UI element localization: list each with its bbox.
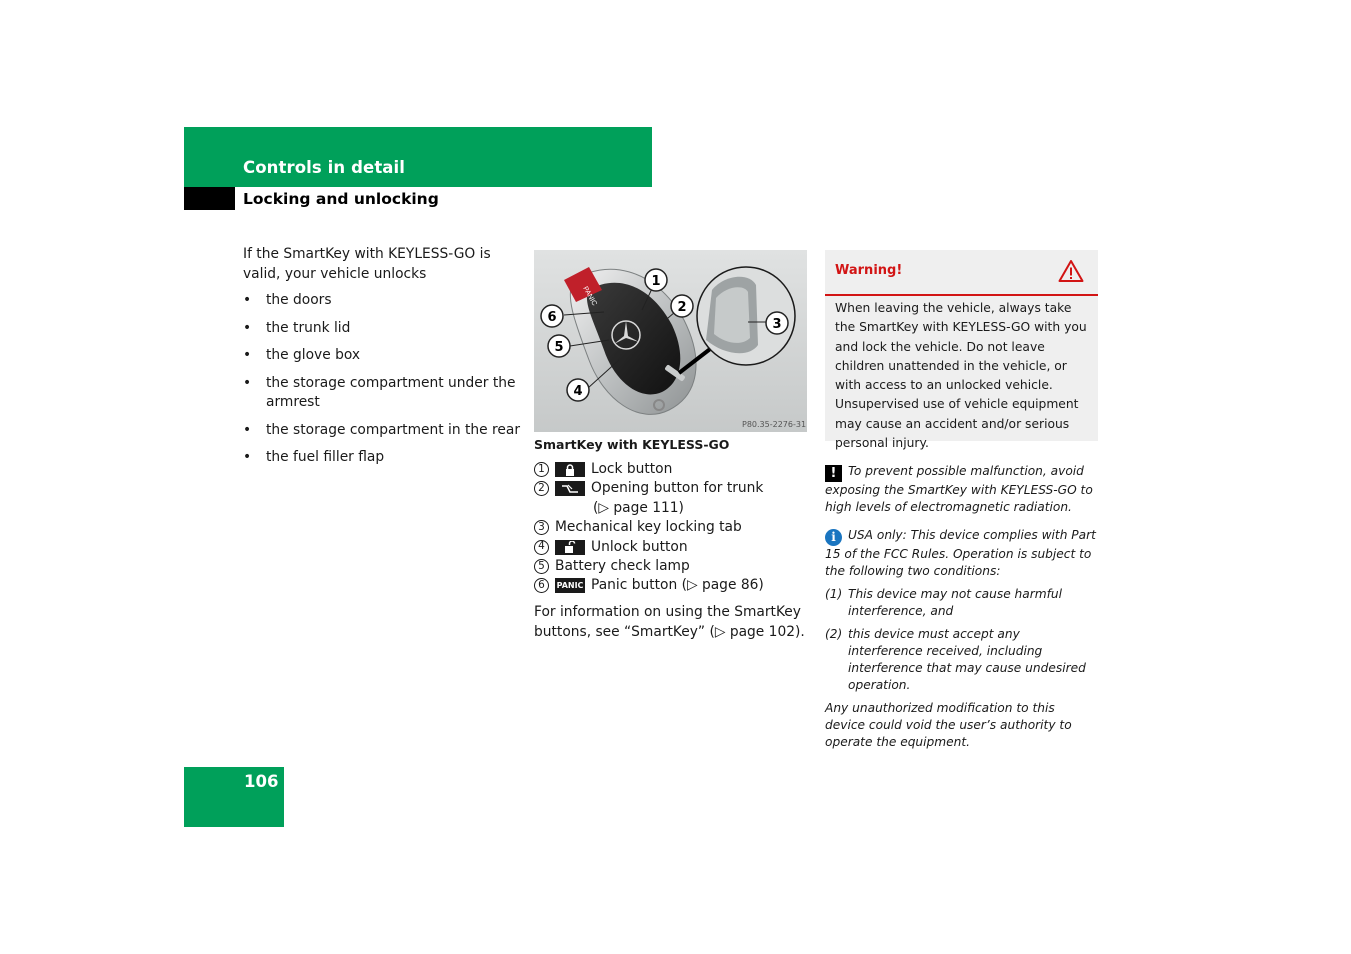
list-item: • the storage compartment under the armrest	[243, 374, 516, 410]
list-item: • the storage compartment in the rear	[243, 421, 521, 438]
trunk-icon	[555, 481, 585, 496]
unlock-list-section	[243, 245, 523, 476]
exclamation-icon: !	[825, 465, 842, 482]
list-item: • the trunk lid	[243, 319, 351, 336]
callout-5	[548, 335, 570, 357]
subsection-title: Locking and unlocking	[243, 190, 439, 208]
svg-text:2: 2	[677, 300, 687, 315]
panic-icon: PANIC	[555, 578, 585, 593]
list-item: • the glove box	[243, 347, 361, 363]
callout-1	[645, 269, 667, 291]
info-note	[825, 527, 1098, 751]
legend-item: 3 Mechanical key locking tab	[534, 518, 809, 537]
image-code: P80.35-2276-31	[742, 420, 807, 429]
smartkey-reference-paragraph: For information on using the SmartKey buttons, see “SmartKey” (▷ page 102).	[534, 604, 805, 640]
subsection-marker	[184, 187, 235, 210]
svg-text:6: 6	[547, 310, 557, 325]
svg-text:4: 4	[573, 384, 583, 399]
legend-item: 1 Lock button	[534, 460, 809, 479]
smartkey-illustration	[534, 250, 807, 432]
lock-icon	[555, 462, 585, 477]
svg-text:PANIC: PANIC	[581, 285, 598, 308]
intro-paragraph: If the SmartKey with KEYLESS-GO is valid, your vehicle unlocks	[243, 246, 491, 282]
figure-caption: SmartKey with KEYLESS-GO	[534, 437, 730, 452]
unlock-list	[243, 291, 523, 468]
fcc-closing-text: Any unauthorized modification to this device could void the user’s authority to operate the equipment.	[825, 701, 1072, 749]
list-item: • the fuel filler flap	[243, 449, 385, 465]
warning-text: When leaving the vehicle, always take the SmartKey with KEYLESS-GO with you and lock the vehicle. Do not leave children unattended in the vehicle, or with access to an unlocked vehicle. Unsupervised use of vehicle equipment may cause an accident and/or serious personal injury.	[835, 301, 1087, 451]
list-item: • the doors	[243, 292, 332, 308]
legend-continuation: (▷ page 111)	[593, 499, 684, 516]
svg-text:5: 5	[554, 340, 564, 355]
svg-text:3: 3	[772, 317, 782, 332]
smartkey-figure	[534, 250, 807, 432]
warning-box	[825, 250, 1098, 451]
condition-item: (1) This device may not cause harmful interference, and	[825, 587, 1063, 618]
warning-divider	[825, 294, 1098, 296]
figure-legend	[534, 460, 809, 596]
unlock-icon	[555, 540, 585, 555]
callout-4	[567, 379, 589, 401]
caution-note	[825, 463, 1098, 516]
info-text: USA only: This device complies with Part 15 of the FCC Rules. Operation is subject to the following two conditions:	[825, 528, 1096, 578]
legend-item: 4 Unlock button	[534, 538, 809, 557]
section-title: Controls in detail	[243, 158, 406, 177]
callout-6	[541, 305, 563, 327]
callout-2	[671, 295, 693, 317]
info-icon: i	[825, 529, 842, 546]
legend-item: 2 Opening button for trunk	[534, 479, 809, 498]
warning-triangle-icon	[1058, 259, 1084, 283]
svg-text:1: 1	[651, 274, 661, 289]
warning-title: Warning!	[835, 263, 903, 278]
caution-text: To prevent possible malfunction, avoid exposing the SmartKey with KEYLESS-GO to high levels of electromagnetic radiation.	[825, 464, 1093, 514]
legend-item: 6 PANIC Panic button (▷ page 86)	[534, 576, 809, 595]
condition-item: (2) this device must accept any interference received, including interference that may cause undesired operation.	[825, 627, 1086, 692]
page-number: 106	[244, 772, 279, 791]
legend-item: 5 Battery check lamp	[534, 557, 809, 576]
section-header-band	[184, 127, 652, 187]
callout-3	[766, 312, 788, 334]
